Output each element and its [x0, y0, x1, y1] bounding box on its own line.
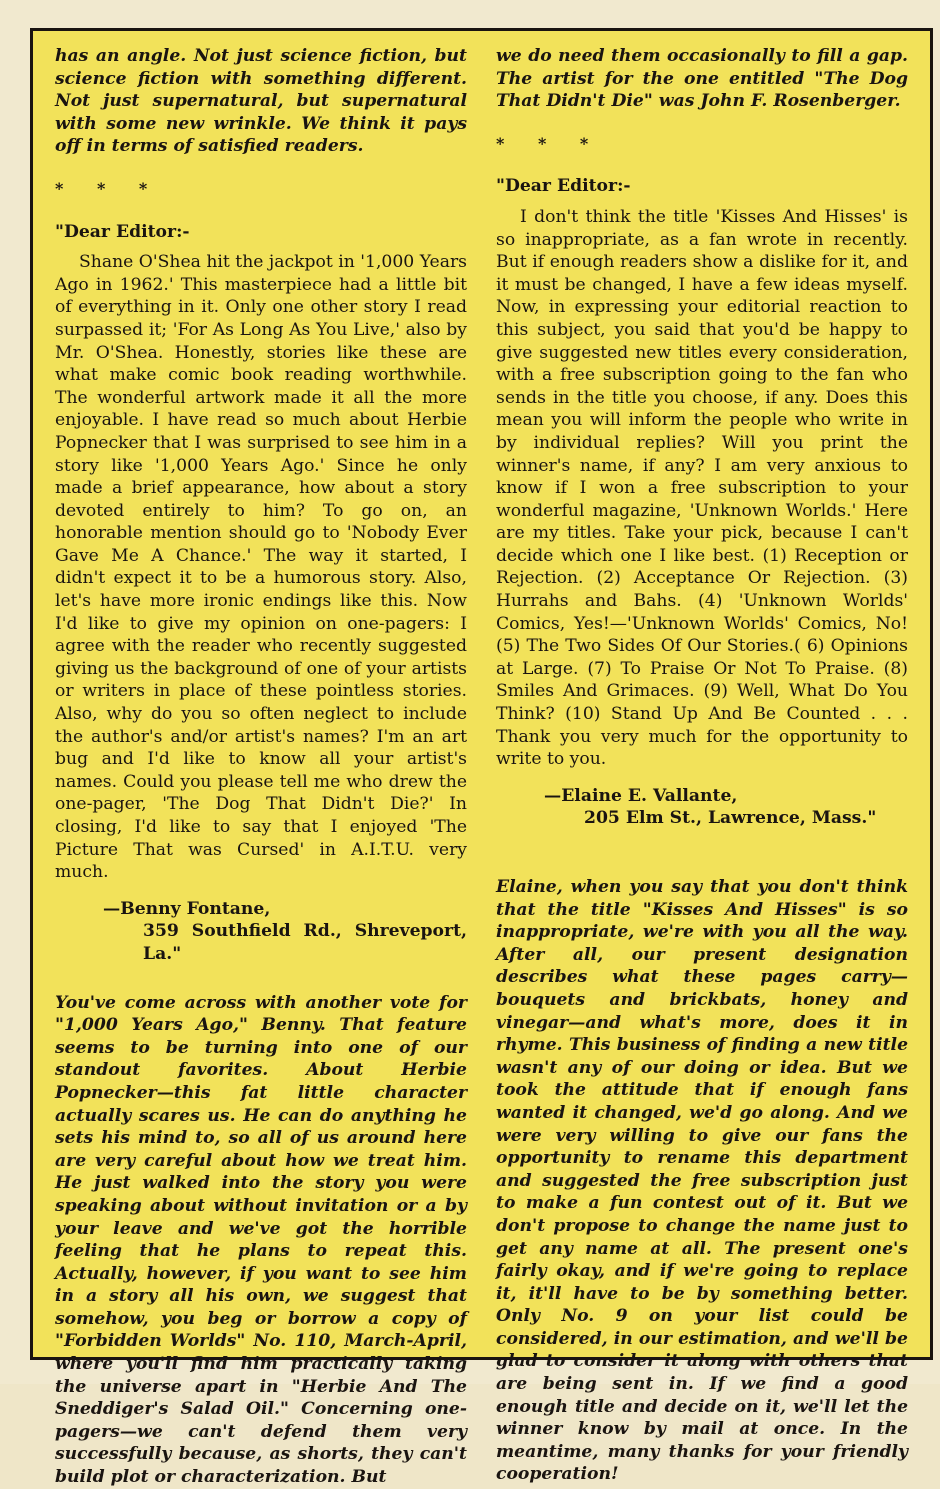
letter-signature	[55, 898, 467, 966]
reader-letter-body: I don't think the title 'Kisses And Hisses' is so inappropriate, as a fan wrote in recently. But if enough readers show a dislike for it, and it must be changed, I have a few ideas myself. Now, in expressing your editorial reaction to this subject, you said that you'd be happy to give suggested new titles every consideration, with a free subscription going to the fan who sends in the title you choose, if any. Does this mean you will inform the people who write in by individual replies? Will you print the winner's name, if any? I am very anxious to know if I won a free subscription to your wonderful magazine, 'Unknown Worlds.' Here are my titles. Take your pick, because I can't decide which one I like best. (1) Reception or Rejection. (2) Acceptance Or Rejection. (3) Hurrahs and Bahs. (4) 'Unknown Worlds' Comics, Yes!—'Unknown Worlds' Comics, No! (5) The Two Sides Of Our Stories.( 6) Opinions at Large. (7) To Praise Or Not To Praise. (8) Smiles And Grimaces. (9) Well, What Do You Think? (10) Stand Up And Be Counted . . . Thank you very much for the opportunity to write to you.	[496, 206, 908, 770]
spacer	[55, 966, 467, 992]
signature-address: 205 Elm St., Lawrence, Mass."	[584, 808, 877, 829]
letters-panel	[30, 28, 933, 1488]
editor-reply: Elaine, when you say that you don't think that the title "Kisses And Hisses" is so inappropriate, we're with you all the way. After all, our present designation describes what these pages carry—bouquets and brickbats, honey and vinegar—and what's more, does it in rhyme. This business of finding a new title wasn't any of our doing or idea. But we took the attitude that if enough fans wanted it changed, we'd go along. And we were very willing to give our fans the opportunity to rename this department and suggested the free subscription just to make a fun contest out of it. But we don't propose to change the name just to get any name at all. The present one's fairly okay, and if we're going to replace it, it'll have to be by something better. Only No. 9 on your list could be considered, in our estimation, and we'll be glad to consider it along with others that are being sent in. If we find a good enough title and decide on it, we'll let the winner know by mail at once. In the meantime, many thanks for your friendly cooperation!	[496, 877, 908, 1485]
editor-reply-continued: we do need them occasionally to fill a gap. The artist for the one entitled "The Dog That Didn't Die" was John F. Rosenberger.	[496, 46, 908, 112]
section-divider-stars: * * *	[496, 133, 603, 153]
section-divider-stars: * * *	[55, 178, 162, 198]
signature-name: —Elaine E. Vallante,	[544, 785, 738, 806]
reader-letter-body: Shane O'Shea hit the jackpot in '1,000 Years Ago in 1962.' This masterpiece had a little bit of everything in it. Only one other story I read surpassed it; 'For As Long As You Live,' also by Mr. O'Shea. Honestly, stories like these are what make comic book reading worthwhile. The wonderful artwork made it all the more enjoyable. I have read so much about Herbie Popnecker that I was surprised to see him in a story like '1,000 Years Ago.' Since he only made a brief appearance, how about a story devoted entirely to him? To go on, an honorable mention should go to 'Nobody Ever Gave Me A Chance.' The way it started, I didn't expect it to be a humorous story. Also, let's have more ironic endings like this. Now I'd like to give my opinion on one-pagers: I agree with the reader who recently suggested giving us the background of one of your artists or writers in place of these pointless stories. Also, why do you so often neglect to include the author's and/or artist's names? I'm an art bug and I'd like to know all your artist's names. Could you please tell me who drew the one-pager, 'The Dog That Didn't Die?' In closing, I'd like to say that I enjoyed 'The Picture That was Cursed' in A.I.T.U. very much.	[55, 252, 467, 883]
editor-reply: You've come across with another vote for "1,000 Years Ago," Benny. That feature seems to be turning into one of our standout favorites. About Herbie Popnecker—this fat little character actually scares us. He can do anything he sets his mind to, so all of us around here are very careful about how we treat him. He just walked into the story you were speaking about without invitation or a by your leave and we've got the horrible feeling that he plans to repeat this. Actually, however, if you want to see him in a story all his own, we suggest that somehow, you beg or borrow a copy of "Forbidden Worlds" No. 110, March-April, where you'll find him practically taking the universe apart in "Herbie And The Sneddiger's Salad Oil." Concerning one-pagers—we can't defend them very successfully because, as shorts, they can't build plot or characterization. But	[55, 992, 467, 1488]
letter-signature	[496, 785, 908, 830]
right-column	[496, 45, 908, 1486]
left-column	[55, 45, 467, 1489]
letter-salutation: "Dear Editor:-	[55, 221, 190, 242]
editor-reply-continued: has an angle. Not just science fiction, but science fiction with something different. Not just supernatural, but supernatural with some new wrinkle. We think it pays off in terms of satisfied readers.	[55, 46, 467, 157]
signature-address: 359 Southfield Rd., Shreveport, La."	[143, 921, 467, 964]
signature-name: —Benny Fontane,	[103, 898, 271, 919]
letter-salutation: "Dear Editor:-	[496, 176, 631, 197]
spacer	[496, 830, 908, 876]
